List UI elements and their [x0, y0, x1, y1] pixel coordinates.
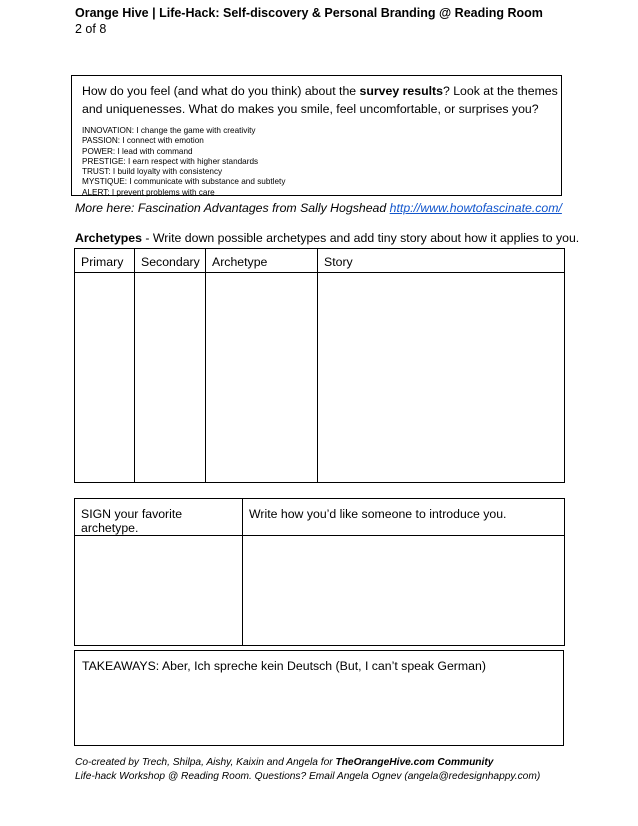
advantage-alert: ALERT: I prevent problems with care: [82, 187, 215, 197]
advantage-passion: PASSION: I connect with emotion: [82, 136, 204, 146]
introduction-entry-cell[interactable]: [243, 536, 565, 646]
document-title: Orange Hive | Life-Hack: Self-discovery & Personal Branding @ Reading Room: [75, 6, 543, 20]
page-number: 2 of 8: [75, 22, 107, 36]
table-header-row: [75, 499, 565, 536]
column-header-sign: SIGN your favorite archetype.: [75, 499, 243, 536]
more-info-line: [75, 201, 562, 215]
sign-archetype-table: [74, 498, 565, 646]
footer-community-name: TheOrangeHive.com Community: [335, 757, 494, 768]
footer-credits: [75, 757, 493, 768]
advantage-power: POWER: I lead with command: [82, 146, 193, 156]
advantage-trust: TRUST: I build loyalty with consistency: [82, 167, 223, 177]
advantage-prestige: PRESTIGE: I earn respect with higher standards: [82, 156, 259, 166]
advantage-innovation: INNOVATION: I change the game with creativity: [82, 126, 256, 135]
column-header-secondary: Secondary: [135, 249, 206, 273]
table-row: [75, 536, 565, 646]
archetypes-instruction: [75, 231, 579, 245]
column-header-primary: Primary: [75, 249, 135, 273]
footer-credits-text: Co-created by Trech, Shilpa, Aishy, Kaixin and Angela for: [75, 757, 336, 768]
survey-question-text: How do you feel (and what do you think) about the: [82, 84, 360, 98]
column-header-story: Story: [318, 249, 565, 273]
survey-question-line-1: [82, 84, 558, 98]
story-entry-cell[interactable]: [318, 273, 565, 483]
fascination-advantages-list: [82, 126, 285, 198]
archetypes-table: [74, 248, 565, 483]
takeaways-box[interactable]: [74, 650, 564, 746]
takeaways-label: TAKEAWAYS: Aber, Ich spreche kein Deutsch (But, I can’t speak German): [82, 659, 486, 673]
advantage-mystique: MYSTIQUE: I communicate with substance and subtlety: [82, 177, 286, 187]
more-info-text: More here: Fascination Advantages from Sally Hogshead: [75, 201, 390, 215]
sign-entry-cell[interactable]: [75, 536, 243, 646]
archetype-entry-cell[interactable]: [206, 273, 318, 483]
table-header-row: [75, 249, 565, 273]
archetypes-label: Archetypes: [75, 231, 142, 245]
survey-reflection-box[interactable]: [71, 75, 562, 196]
column-header-archetype: Archetype: [206, 249, 318, 273]
survey-question-text-end: ? Look at the themes: [442, 84, 558, 98]
table-row: [75, 273, 565, 483]
survey-question-line-2: and uniquenesses. What do makes you smile, feel uncomfortable, or surprises you?: [82, 102, 539, 116]
footer-contact: Life-hack Workshop @ Reading Room. Questions? Email Angela Ognev (angela@redesignhappy.com): [75, 771, 541, 782]
archetypes-instruction-text: - Write down possible archetypes and add tiny story about how it applies to you.: [141, 231, 580, 245]
survey-results-emphasis: survey results: [359, 84, 443, 98]
secondary-entry-cell[interactable]: [135, 273, 206, 483]
primary-entry-cell[interactable]: [75, 273, 135, 483]
column-header-introduction: Write how you’d like someone to introduce you.: [243, 499, 565, 536]
howtofascinate-link[interactable]: http://www.howtofascinate.com/: [389, 201, 562, 215]
